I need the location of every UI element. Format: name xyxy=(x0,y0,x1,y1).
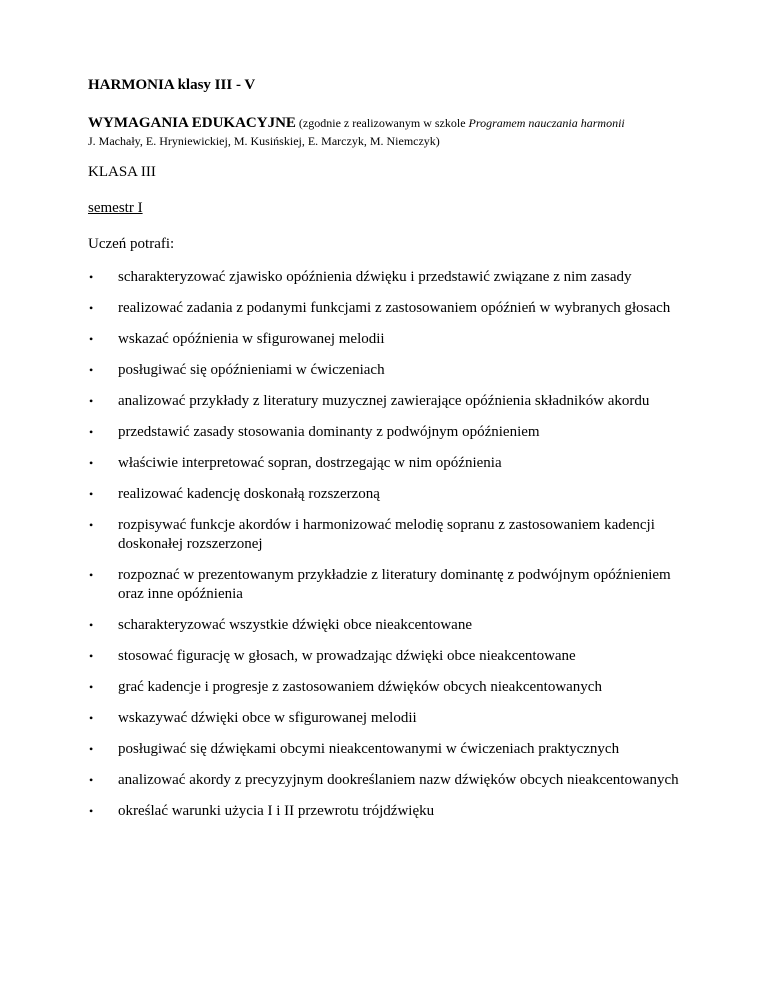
bullet-icon: • xyxy=(89,456,94,470)
bullet-icon: • xyxy=(89,332,94,346)
bullet-icon: • xyxy=(89,270,94,284)
skills-list xyxy=(88,268,688,821)
list-item xyxy=(88,616,688,635)
bullet-icon: • xyxy=(89,568,94,582)
list-item xyxy=(88,392,688,411)
list-item-text: stosować figurację w głosach, w prowadzając dźwięki obce nieakcentowane xyxy=(118,648,576,664)
list-item-text: analizować przykłady z literatury muzycznej zawierające opóźnienia składników akordu xyxy=(118,393,650,409)
list-item-text: wskazać opóźnienia w sfigurowanej melodii xyxy=(118,331,385,347)
list-item-text: właściwie interpretować sopran, dostrzegając w nim opóźnienia xyxy=(118,455,502,471)
bullet-icon: • xyxy=(89,518,94,532)
list-item-text: rozpoznać w prezentowanym przykładzie z literatury dominantę z podwójnym opóźnieniem oraz inne opóźnienia xyxy=(118,567,671,602)
bullet-icon: • xyxy=(89,394,94,408)
bullet-icon: • xyxy=(89,301,94,315)
document-title: HARMONIA klasy III - V xyxy=(88,77,256,93)
list-item-text: grać kadencje i progresje z zastosowaniem dźwięków obcych nieakcentowanych xyxy=(118,679,602,695)
bullet-icon: • xyxy=(89,773,94,787)
list-item-text: rozpisywać funkcje akordów i harmonizować melodię sopranu z zastosowaniem kadencji doskonałej rozszerzonej xyxy=(118,517,655,552)
list-item-text: posługiwać się dźwiękami obcymi nieakcentowanymi w ćwiczeniach praktycznych xyxy=(118,741,620,757)
list-item xyxy=(88,268,688,287)
requirements-note-prefix: (zgodnie z realizowanym w szkole xyxy=(295,116,469,130)
list-item-text: realizować zadania z podanymi funkcjami z zastosowaniem opóźnień w wybranych głosach xyxy=(118,300,671,316)
document-page xyxy=(88,76,688,833)
list-item xyxy=(88,330,688,349)
list-item xyxy=(88,485,688,504)
program-title: Programem nauczania harmonii xyxy=(468,116,625,130)
list-item xyxy=(88,423,688,442)
semester-heading: semestr I xyxy=(88,200,143,216)
list-item xyxy=(88,802,688,821)
list-item-text: określać warunki użycia I i II przewrotu trójdźwięku xyxy=(118,803,435,819)
intro-text: Uczeń potrafi: xyxy=(88,236,175,252)
list-item xyxy=(88,566,688,604)
requirements-authors: J. Machały, E. Hryniewickiej, M. Kusińskiej, E. Marczyk, M. Niemczyk) xyxy=(88,134,440,148)
bullet-icon: • xyxy=(89,487,94,501)
list-item-text: scharakteryzować wszystkie dźwięki obce nieakcentowane xyxy=(118,617,473,633)
requirements-block xyxy=(88,114,688,150)
bullet-icon: • xyxy=(89,425,94,439)
list-item xyxy=(88,740,688,759)
bullet-icon: • xyxy=(89,363,94,377)
list-item-text: scharakteryzować zjawisko opóźnienia dźwięku i przedstawić związane z nim zasady xyxy=(118,269,632,285)
bullet-icon: • xyxy=(89,680,94,694)
requirements-heading: WYMAGANIA EDUKACYJNE xyxy=(88,115,296,131)
list-item-text: wskazywać dźwięki obce w sfigurowanej melodii xyxy=(118,710,417,726)
bullet-icon: • xyxy=(89,742,94,756)
bullet-icon: • xyxy=(89,649,94,663)
list-item xyxy=(88,709,688,728)
list-item xyxy=(88,678,688,697)
list-item xyxy=(88,454,688,473)
bullet-icon: • xyxy=(89,711,94,725)
list-item xyxy=(88,299,688,318)
list-item-text: przedstawić zasady stosowania dominanty z podwójnym opóźnieniem xyxy=(118,424,540,440)
class-heading: KLASA III xyxy=(88,164,156,180)
list-item-text: posługiwać się opóźnieniami w ćwiczeniach xyxy=(118,362,385,378)
list-item-text: analizować akordy z precyzyjnym dookreślaniem nazw dźwięków obcych nieakcentowanych xyxy=(118,772,679,788)
list-item-text: realizować kadencję doskonałą rozszerzoną xyxy=(118,486,380,502)
list-item xyxy=(88,516,688,554)
list-item xyxy=(88,361,688,380)
list-item xyxy=(88,771,688,790)
bullet-icon: • xyxy=(89,618,94,632)
bullet-icon: • xyxy=(89,804,94,818)
list-item xyxy=(88,647,688,666)
